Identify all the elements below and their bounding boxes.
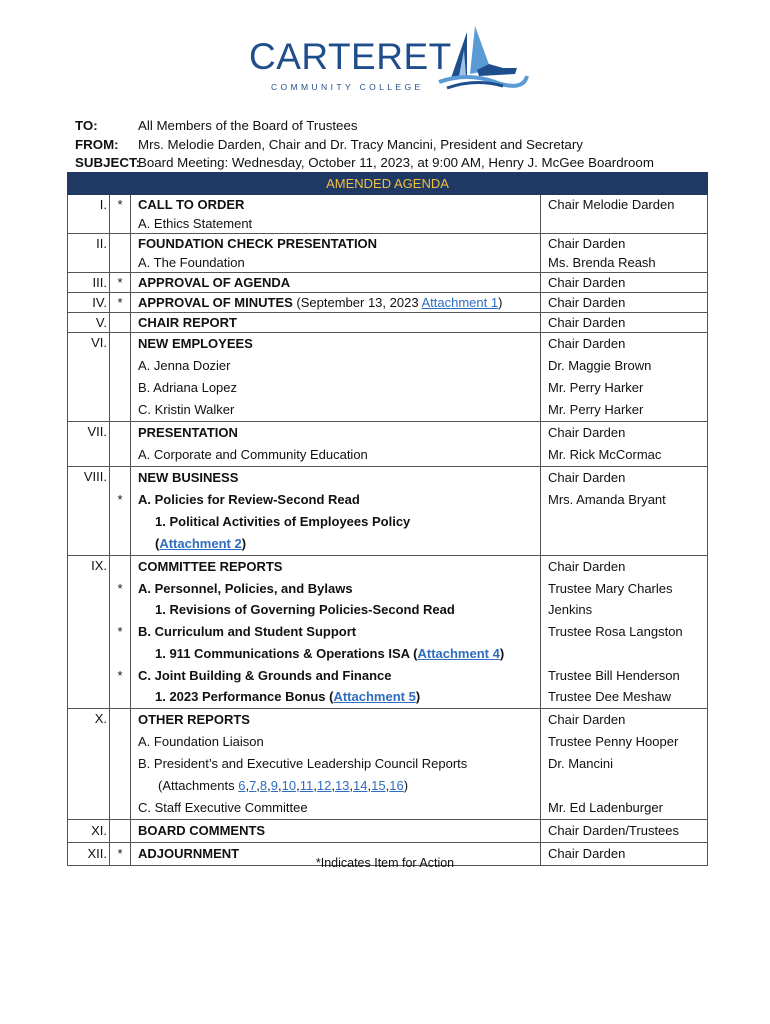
comma-separator: , xyxy=(256,777,260,793)
attachment-link[interactable]: Attachment 4 xyxy=(417,645,500,661)
agenda-row xyxy=(68,556,708,709)
item-number: XI. xyxy=(68,819,110,842)
presenter: Chair Darden xyxy=(548,236,626,251)
attachment-link[interactable]: Attachment 5 xyxy=(333,689,416,705)
paren-close: ) xyxy=(499,645,505,661)
attachment-link[interactable]: 8 xyxy=(259,777,268,793)
agenda-row xyxy=(68,333,708,422)
comma-separator: , xyxy=(331,777,335,793)
presenter: Chair Darden xyxy=(548,470,626,485)
sub-item: A. Ethics Statement xyxy=(138,216,253,231)
paren-close: ) xyxy=(415,689,421,705)
attachment-link[interactable]: 15 xyxy=(371,777,386,793)
attachment-link[interactable]: 6 xyxy=(238,777,246,793)
presenter: Mr. Rick McCormac xyxy=(548,447,662,462)
item-number: V. xyxy=(68,313,110,333)
to-label: TO: xyxy=(75,118,98,133)
sub-item: C. Joint Building & Grounds and Finance xyxy=(138,667,392,683)
presenter: Trustee Rosa Langston xyxy=(548,624,683,640)
item-title: APPROVAL OF MINUTES xyxy=(138,295,293,310)
paren-open: ( xyxy=(155,536,160,551)
attachment-link[interactable]: 14 xyxy=(353,777,368,793)
sailboat-logo-icon xyxy=(437,24,529,90)
sub-sub-item: 1. Political Activities of Employees Policy xyxy=(155,514,411,529)
item-number: X. xyxy=(68,708,110,819)
item-title: PRESENTATION xyxy=(138,425,238,440)
attachments-prefix: (Attachments xyxy=(158,777,239,793)
agenda-row xyxy=(68,195,708,234)
sub-item: A. Jenna Dozier xyxy=(138,358,231,373)
attachment-link[interactable]: 7 xyxy=(249,777,257,793)
action-marker: * xyxy=(110,842,131,865)
presenter: Chair Melodie Darden xyxy=(548,197,675,212)
item-number: II. xyxy=(68,234,110,273)
attachment-link[interactable]: 10 xyxy=(281,777,297,793)
presenter: Mr. Ed Ladenburger xyxy=(548,799,663,815)
carteret-logo xyxy=(249,34,529,94)
item-number: IX. xyxy=(68,556,110,709)
action-marker: * xyxy=(117,580,123,596)
from-label: FROM: xyxy=(75,136,119,152)
presenter: Chair Darden xyxy=(548,275,626,290)
agenda-heading: AMENDED AGENDA xyxy=(68,173,708,195)
item-title: ADJOURNMENT xyxy=(138,845,240,861)
item-title: CHAIR REPORT xyxy=(138,315,237,330)
item-number: VIII. xyxy=(68,467,110,556)
attachment-link[interactable]: Attachment 1 xyxy=(421,295,499,310)
presenter: Chair Darden xyxy=(548,315,626,330)
presenter: Chair Darden xyxy=(548,711,626,727)
item-title: CALL TO ORDER xyxy=(138,197,245,212)
attachment-link[interactable]: 11 xyxy=(299,777,314,793)
presenter: Chair Darden xyxy=(548,845,626,861)
attachment-link[interactable]: 13 xyxy=(334,777,350,793)
agenda-table xyxy=(67,172,708,866)
item-title: NEW EMPLOYEES xyxy=(138,336,253,351)
item-title: NEW BUSINESS xyxy=(138,470,239,485)
agenda-row xyxy=(68,313,708,333)
memo-header xyxy=(75,117,654,173)
item-number: VI. xyxy=(68,333,110,422)
item-title: FOUNDATION CHECK PRESENTATION xyxy=(138,236,378,251)
presenter: Trustee Mary Charles xyxy=(548,580,673,596)
attachment-link[interactable]: Attachment 2 xyxy=(159,536,242,551)
item-title: COMMITTEE REPORTS xyxy=(138,559,283,574)
logo-wordmark: CARTERET xyxy=(249,36,452,77)
item-detail: (September 13, 2023 xyxy=(292,295,422,310)
sub-sub-item: 1. 911 Communications & Operations ISA ( xyxy=(155,645,418,661)
presenter: Chair Darden xyxy=(548,336,626,351)
item-number: VII. xyxy=(68,422,110,467)
agenda-row xyxy=(68,422,708,467)
comma-separator: , xyxy=(367,777,372,793)
item-number: XII. xyxy=(68,842,110,865)
comma-separator: , xyxy=(278,777,282,793)
comma-separator: , xyxy=(313,777,317,793)
sub-item: A. Corporate and Community Education xyxy=(138,447,368,462)
sub-item: A. Foundation Liaison xyxy=(138,733,264,749)
item-title: BOARD COMMENTS xyxy=(138,822,266,838)
presenter: Chair Darden xyxy=(548,425,626,440)
comma-separator: , xyxy=(385,777,390,793)
agenda-row xyxy=(68,234,708,273)
presenter: Ms. Brenda Reash xyxy=(548,255,656,270)
sub-sub-item: 1. 2023 Performance Bonus ( xyxy=(155,689,334,705)
item-number: I. xyxy=(68,195,110,234)
agenda-row xyxy=(68,273,708,293)
item-title: OTHER REPORTS xyxy=(138,711,250,727)
item-detail-close: ) xyxy=(498,295,503,310)
agenda-row xyxy=(68,819,708,842)
action-marker: * xyxy=(110,293,131,313)
presenter: Chair Darden/Trustees xyxy=(548,822,680,838)
comma-separator: , xyxy=(349,777,354,793)
logo-subtitle: COMMUNITY COLLEGE xyxy=(271,82,424,92)
action-marker: * xyxy=(117,667,123,683)
presenter: Chair Darden xyxy=(548,295,626,310)
sub-item: C. Staff Executive Committee xyxy=(138,799,308,815)
item-number: III. xyxy=(68,273,110,293)
item-number: IV. xyxy=(68,293,110,313)
sub-item: A. The Foundation xyxy=(138,255,245,270)
subject-label: SUBJECT: xyxy=(75,155,141,170)
attachments-line xyxy=(138,775,540,797)
presenter: Dr. Maggie Brown xyxy=(548,358,652,373)
action-marker: * xyxy=(117,492,123,507)
subject-value: Board Meeting: Wednesday, October 11, 2023, at 9:00 AM, Henry J. McGee Boardroom xyxy=(138,155,654,170)
action-marker: * xyxy=(110,273,131,293)
from-value: Mrs. Melodie Darden, Chair and Dr. Tracy Mancini, President and Secretary xyxy=(138,136,583,152)
presenter: Trustee Bill Henderson xyxy=(548,667,680,683)
presenter: Mr. Perry Harker xyxy=(548,380,644,395)
comma-separator: , xyxy=(245,777,250,793)
item-title: APPROVAL OF AGENDA xyxy=(138,275,291,290)
sub-item: A. Personnel, Policies, and Bylaws xyxy=(138,580,353,596)
action-footnote: *Indicates Item for Action xyxy=(315,856,455,870)
sub-item: C. Kristin Walker xyxy=(138,402,235,417)
attachment-link[interactable]: 12 xyxy=(316,777,332,793)
agenda-row xyxy=(68,467,708,556)
presenter: Mr. Perry Harker xyxy=(548,402,644,417)
action-marker: * xyxy=(110,195,131,234)
paren-close: ) xyxy=(241,536,247,551)
presenter: Trustee Penny Hooper xyxy=(548,733,679,749)
sub-item: B. Adriana Lopez xyxy=(138,380,238,395)
to-value: All Members of the Board of Trustees xyxy=(138,118,358,133)
comma-separator: , xyxy=(296,777,300,793)
presenter: Trustee Dee Meshaw xyxy=(548,689,672,705)
sub-sub-item: 1. Revisions of Governing Policies-Second Read xyxy=(155,602,455,618)
sub-item: A. Policies for Review-Second Read xyxy=(138,492,360,507)
attachment-link[interactable]: 9 xyxy=(270,777,279,793)
sub-item: B. President’s and Executive Leadership Council Reports xyxy=(138,755,468,771)
agenda-row xyxy=(68,293,708,313)
attachment-link[interactable]: 16 xyxy=(389,777,404,793)
comma-separator: , xyxy=(267,777,271,793)
presenter: Mrs. Amanda Bryant xyxy=(548,492,666,507)
paren-close: ) xyxy=(403,777,409,793)
attachment-links xyxy=(238,778,404,793)
sub-item: B. Curriculum and Student Support xyxy=(138,624,357,640)
presenter: Chair Darden xyxy=(548,559,626,574)
presenter: Dr. Mancini xyxy=(548,755,614,771)
agenda-row xyxy=(68,708,708,819)
action-marker: * xyxy=(117,624,123,640)
presenter: Jenkins xyxy=(548,602,593,618)
